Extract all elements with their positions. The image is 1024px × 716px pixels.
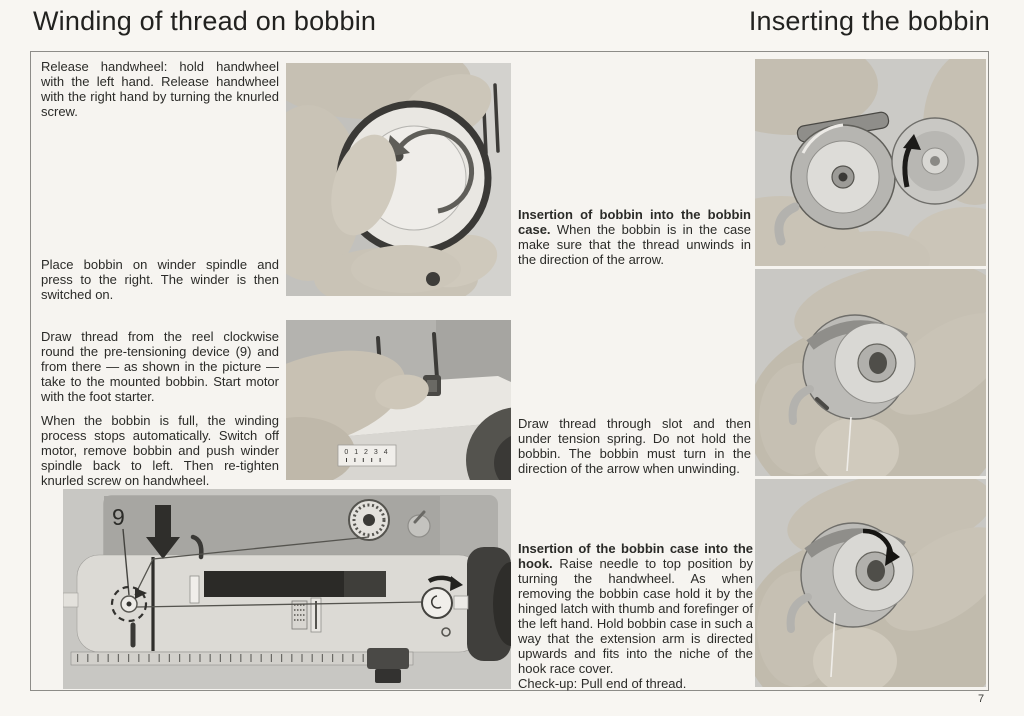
- paragraph-draw-thread: [41, 329, 279, 488]
- figure-case-into-hook: [755, 479, 986, 687]
- seam-ruler: [71, 652, 413, 665]
- svg-text:9: 9: [112, 504, 125, 530]
- text-hook-lead: Insertion of the bobbin case into the hook.: [518, 541, 753, 571]
- case-into-hook-illustration: [755, 479, 986, 687]
- winder-stop-tab: [454, 596, 468, 609]
- thread-reel: [349, 500, 389, 540]
- figure-bobbin-on-winder: [286, 320, 511, 480]
- paragraph-release-handwheel: [41, 59, 279, 119]
- paragraph-place-bobbin: [41, 257, 279, 302]
- handwheel-end: [467, 547, 511, 661]
- content-frame: [30, 51, 989, 691]
- page-title-right: Inserting the bobbin: [748, 6, 990, 36]
- bobbin-into-case-illustration: [755, 59, 986, 266]
- page-title-left: Winding of thread on bobbin: [33, 6, 377, 36]
- text-slot: Draw thread through slot and then under tension spring. Do not hold the bobbin. The bobbin must turn in the direction of the arrow when unwinding.: [518, 416, 751, 476]
- page-number: 7: [978, 693, 985, 705]
- scale-plate-numbers: 0 1 2 3 4: [344, 449, 390, 456]
- text-case-rest: When the bobbin is in the case make sure that the thread unwinds in the direction of the arrow.: [518, 222, 751, 267]
- text-place: Place bobbin on winder spindle and press to the right. The winder is then switched on.: [41, 257, 279, 302]
- release-handwheel-illustration: [286, 63, 511, 296]
- winder-illustration: [286, 320, 511, 480]
- paragraph-thread-slot: [518, 416, 751, 476]
- figure-bobbin-into-case: [755, 59, 986, 266]
- figure-release-handwheel: [286, 63, 511, 296]
- left-end-cap: [63, 593, 78, 607]
- scale-plate: [338, 445, 396, 466]
- paragraph-insert-bobbin-case: [518, 207, 751, 267]
- text-case-lead: Insertion of bobbin into the bobbin case.: [518, 207, 751, 237]
- thread-slot-illustration: [755, 269, 986, 476]
- stitch-pattern-panel: [292, 598, 321, 632]
- text-hook-checkup: Check-up: Pull end of thread.: [518, 676, 687, 691]
- paragraph-insert-into-hook: [518, 541, 753, 691]
- figure-thread-through-slot: [755, 269, 986, 476]
- small-knob: [426, 272, 440, 286]
- figure-threading-diagram: [63, 489, 511, 689]
- text-draw: Draw thread from the reel clockwise round the pre-tensioning device (9) and from there — as shown in the picture — take to the mounted bobbin. Start motor with the foot starter.: [41, 329, 279, 404]
- text-release: Release handwheel: hold handwheel with the left hand. Release handwheel with the right hand by turning the knurled screw.: [41, 59, 279, 119]
- threading-diagram-illustration: [63, 489, 511, 689]
- slide-lever: [190, 576, 199, 603]
- text-bobbin-full: When the bobbin is full, the winding process stops automatically. Switch off motor, remove bobbin and push winder spindle back to left. Then re-tighten knurled screw on handwheel.: [41, 413, 279, 488]
- text-hook-rest: Raise needle to top position by turning the handwheel. As when removing the bobbin case hold it by the hinged latch with thumb and forefinger of the left hand. Hold bobbin case in such a way that the extension arm is directed upwards and fits into the niche of the hook race cover.: [518, 556, 753, 676]
